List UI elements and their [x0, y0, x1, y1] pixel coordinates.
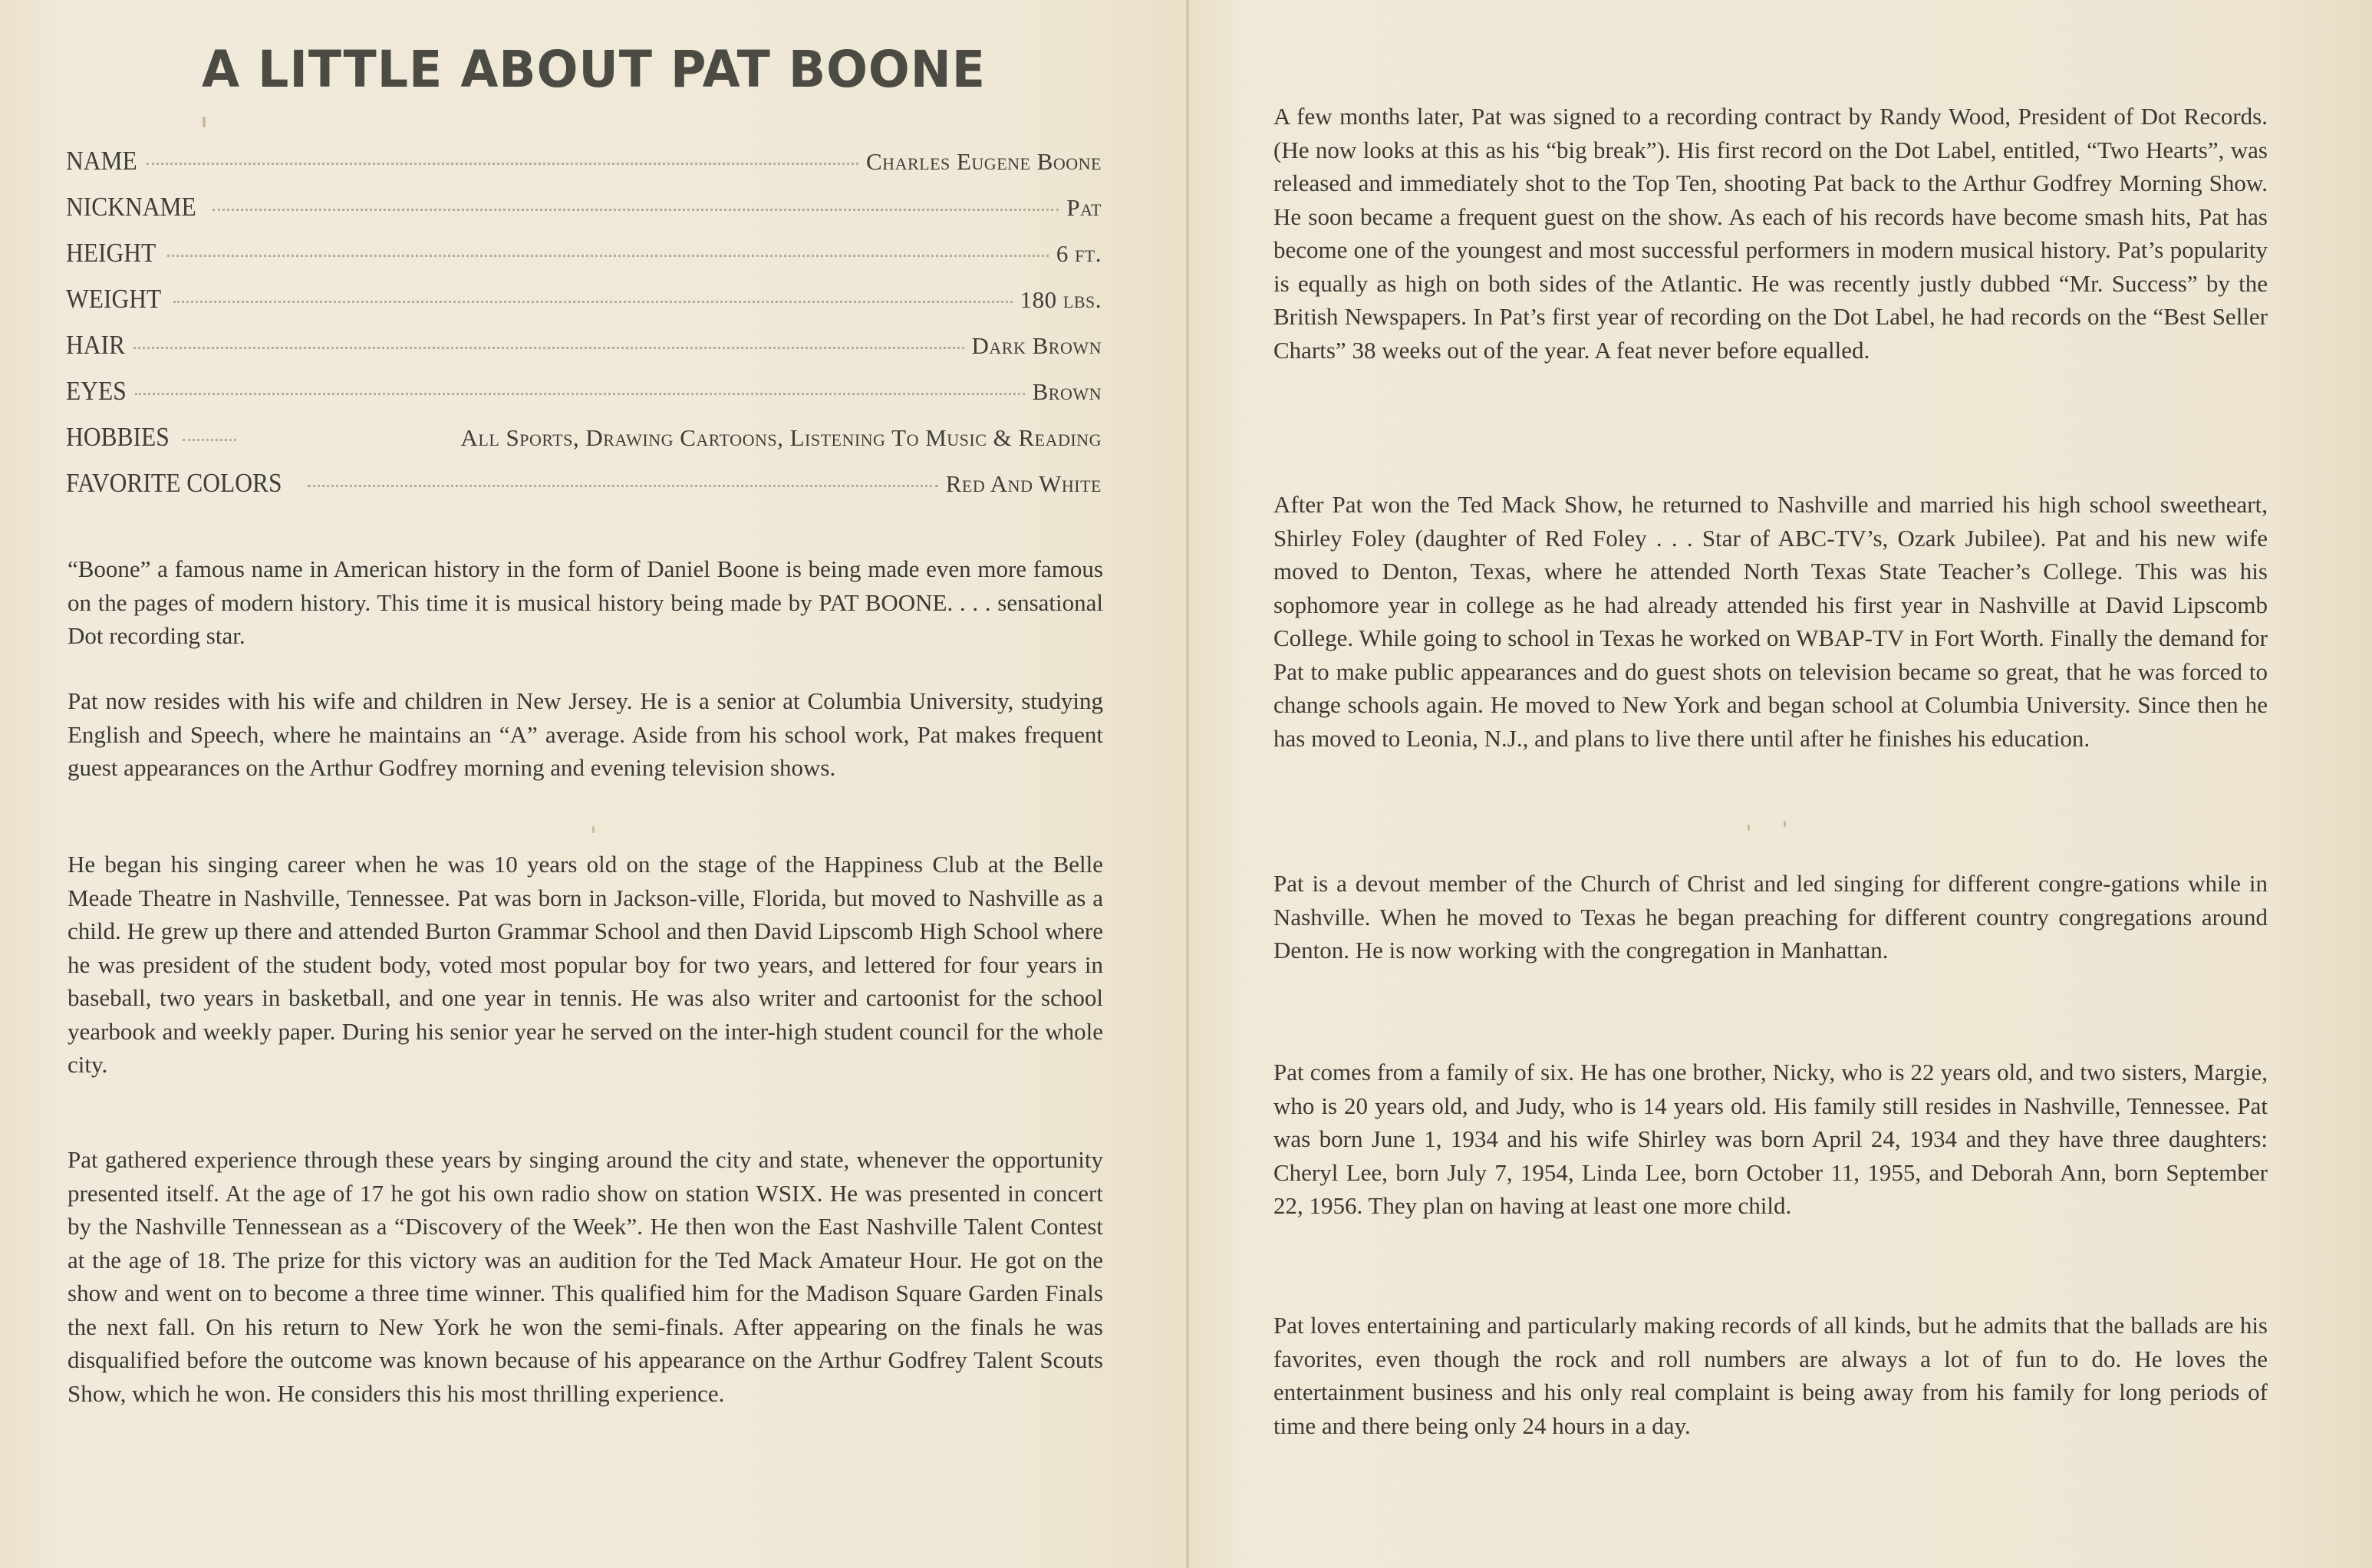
paper-speck: [1748, 825, 1750, 831]
paper-speck: [592, 826, 595, 833]
paragraph-experience: Pat gathered experience through these years by singing around the city and state, whenever the opportunity presented itself. At the age of 17 he got his own radio show on station WSIX. He was presented in concert by the Nashville Tennessean as a “Discovery of the Week”. He then won the East Nashville Talent Contest at the age of 18. The prize for this victory was an audition for the Ted Mack Amateur Hour. He got on the show and went on to become a three time winner. This qualified him for the Madison Square Garden Finals the next fall. On his return to New York he won the semi-finals. After appearing on the finals he was disqualified before the outcome was known because of his appearance on the Arthur Godfrey Talent Scouts Show, which he won. He considers this his most thrilling experience.: [68, 1146, 1103, 1407]
fact-value: 180 lbs.: [1020, 286, 1102, 313]
dot-leader: [183, 439, 236, 441]
fact-label: HAIR: [66, 330, 126, 360]
fact-sheet: [66, 146, 1102, 514]
paragraph-recording-contract: A few months later, Pat was signed to a recording contract by Randy Wood, President of Dot Records. (He now looks at this as his “big break”). His first record on the Dot Label, entitled, “Two Hearts”, was released and immediately shot to the Top Ten, shooting Pat back to the Arthur Godfrey Morning Show. He soon became a frequent guest on the show. As each of his records have become smash hits, Pat has become one of the youngest and most successful performers in modern musical history. Pat’s popularity is equally as high on both sides of the Atlantic. He was recently justly dubbed “Mr. Success” by the British Newspapers. In Pat’s first year of recording on the Dot Label, he had records on the “Best Seller Charts” 38 weeks out of the year. A feat never before equalled.: [1273, 103, 2268, 364]
paragraph-family: Pat comes from a family of six. He has one brother, Nicky, who is 22 years old, and two sisters, Margie, who is 20 years old, and Judy, who is 14 years old. His family still resides in Nashville, Tennessee. Pat was born June 1, 1934 and his wife Shirley was born April 24, 1934 and they have three daughters: Cheryl Lee, born July 7, 1954, Linda Lee, born October 11, 1955, and Deborah Ann, born September 22, 1956. They plan on having at least one more child.: [1273, 1059, 2268, 1219]
fact-label: HOBBIES: [66, 422, 170, 452]
dot-leader: [212, 209, 1059, 211]
fact-value: Pat: [1066, 194, 1102, 221]
paragraph-marriage-education: After Pat won the Ted Mack Show, he returned to Nashville and married his high school sweetheart, Shirley Foley (daughter of Red Foley . . . Star of ABC-TV’s, Ozark Jubilee). Pat and his new wife moved to Denton, Texas, where he attended North Texas State Teacher’s College. This was his sophomore year in college as he had already attended his first year in Nashville at David Lipscomb College. While going to school in Texas he worked on WBAP-TV in Fort Worth. Finally the demand for Pat to make public appearances and do guest shots on television became so great, that he was forced to change schools again. He moved to New York and began school at Columbia University. Since then he has moved to Leonia, N.J., and plans to live there until after he finishes his education.: [1273, 491, 2268, 752]
paragraph-boone-name: “Boone” a famous name in American history in the form of Daniel Boone is being made even more famous on the pages of modern history. This time it is musical history being made by PAT BOONE. . . . sensational Dot recording star.: [68, 555, 1103, 649]
fact-value: Red And White: [945, 470, 1102, 497]
paragraph-current-life: Pat now resides with his wife and children in New Jersey. He is a senior at Columbia University, studying English and Speech, where he maintains an “A” average. Aside from his school work, Pat makes frequent guest appearances on the Arthur Godfrey morning and evening television shows.: [68, 687, 1103, 781]
dot-leader: [147, 163, 858, 165]
fact-row-name: [66, 146, 1102, 192]
dot-leader: [133, 347, 964, 349]
fact-label: NAME: [66, 146, 137, 176]
paragraph-early-career: He began his singing career when he was 10 years old on the stage of the Happiness Club at the Belle Meade Theatre in Nashville, Tennessee. Pat was born in Jackson-ville, Florida, but moved to Nashville as a child. He grew up there and attended Burton Grammar School and then David Lipscomb High School where he was president of the student body, voted most popular boy for two years, and lettered for four years in baseball, two years in basketball, and one year in tennis. He was also writer and cartoonist for the school yearbook and weekly paper. During his senior year he served on the inter-high student council for the whole city.: [68, 851, 1103, 1078]
fact-label: HEIGHT: [66, 238, 156, 268]
paper-speck: [203, 117, 206, 127]
dot-leader: [135, 393, 1025, 395]
fact-label: FAVORITE COLORS: [66, 468, 282, 498]
fact-row-height: [66, 238, 1102, 284]
fact-row-eyes: [66, 376, 1102, 422]
center-fold: [1186, 0, 1189, 1568]
paper-speck: [1784, 821, 1786, 827]
fact-value: Dark Brown: [971, 332, 1102, 359]
fact-row-hair: [66, 330, 1102, 376]
fact-value: Brown: [1032, 378, 1102, 405]
fact-label: NICKNAME: [66, 192, 196, 222]
fact-value: Charles Eugene Boone: [866, 148, 1102, 175]
fact-label: WEIGHT: [66, 284, 162, 314]
page-title: A LITTLE ABOUT PAT BOONE: [202, 40, 986, 99]
fact-row-favorite-colors: [66, 468, 1102, 514]
fact-value: 6 ft.: [1056, 240, 1102, 267]
paragraph-entertaining: Pat loves entertaining and particularly making records of all kinds, but he admits that the ballads are his favorites, even though the rock and roll numbers are always a lot of fun to do. He loves the entertainment business and his only real complaint is being away from his family for long periods of time and there being only 24 hours in a day.: [1273, 1312, 2268, 1439]
fact-row-hobbies: [66, 422, 1102, 468]
fact-row-weight: [66, 284, 1102, 330]
dot-leader: [167, 255, 1049, 257]
fact-label: EYES: [66, 376, 127, 406]
dot-leader: [173, 301, 1013, 303]
fact-row-nickname: [66, 192, 1102, 238]
dot-leader: [308, 485, 938, 487]
paragraph-church: Pat is a devout member of the Church of Christ and led singing for different congre-gations while in Nashville. When he moved to Texas he began preaching for different country congregations around Denton. He is now working with the congregation in Manhattan.: [1273, 870, 2268, 964]
fact-value: All Sports, Drawing Cartoons, Listening To Music & Reading: [460, 424, 1102, 451]
